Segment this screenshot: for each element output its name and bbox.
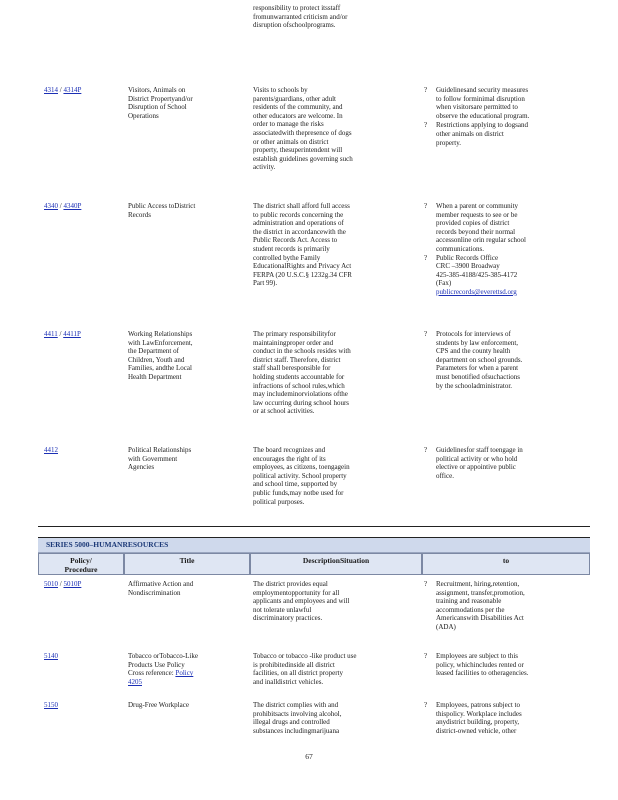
situation-cell-5140 bbox=[424, 652, 584, 678]
description-cell-5150: The district complies with and prohibitsacts involving alcohol, illegal drugs and controlled substances includingmarijuana bbox=[253, 701, 342, 735]
series-header-bar bbox=[38, 537, 590, 553]
policy-cell-5150 bbox=[44, 701, 124, 710]
title-cell-5150: Drug-Free Workplace bbox=[128, 701, 189, 709]
description-cell-5140: Tobacco or tobacco -like product use is prohibitedinside all district facilities, on all district property and inalldistrict vehicles. bbox=[253, 652, 357, 686]
policy-cell-4412 bbox=[44, 446, 124, 455]
list-item: ? Guidelinesand security measures to follow forminimal disruption when visitorsare permitted to observe the educational program. bbox=[424, 86, 584, 120]
policy-link-5140[interactable]: 5140 bbox=[44, 652, 58, 660]
procedure-link-4411P[interactable]: 4411P bbox=[63, 330, 81, 338]
policy-4205-link[interactable]: Policy 4205 bbox=[128, 669, 194, 686]
situation-cell-4314 bbox=[424, 86, 584, 147]
title-cell-4412: Political Relationships with Government Agencies bbox=[128, 446, 192, 472]
list-item: ? Guidelinesfor staff toengage in political activity or who hold elective or appointive public office. bbox=[424, 446, 584, 480]
public-records-email-link[interactable]: publicrecords@everettsd.org bbox=[436, 287, 517, 296]
title-cell-4411: Working Relationships with LawEnforcement, the Department of Children, Youth and Families, andthe Local Health Department bbox=[128, 330, 193, 381]
description-cell-4340: The district shall afford full access to public records concerning the administration and operations of the district in accordancewith the Public Records Act. Access to student records is primarily controlled bythe Family EducationalRights and Privacy Act FERPA (20 U.S.C.§ 1232g.34 CFR Part 99). bbox=[253, 202, 352, 288]
description-cell-4411: The primary responsibilityfor maintainingproper order and conduct in the schools resides with district staff. Therefore, district staff shall beresponsible for holding students accountable for infractions of school rules,which may includeminorviolations ofthe law occurring during school hours or at school activities. bbox=[253, 330, 351, 416]
policy-link-4411[interactable]: 4411 bbox=[44, 330, 58, 338]
list-item: ? Recruitment, hiring,retention, assignment, transfer,promotion, training and reasonable accommodations per the Americanswith Disabilities Act (ADA) bbox=[424, 580, 584, 632]
list-item: ? Employees, patrons subject to thispolicy. Workplace includes anydistrict building, property, district-owned vehicle, other bbox=[424, 701, 584, 735]
policy-cell-4411: 4411 / 4411P bbox=[44, 330, 81, 338]
previous-row-description-fragment: responsibility to protect itsstaff fromunwarranted criticism and/or disruption ofschoolprograms. bbox=[253, 4, 348, 30]
situation-cell-5010 bbox=[424, 580, 584, 632]
list-item: ? Employees are subject to this policy, whichincludes rented or leased facilities to otheragencies. bbox=[424, 652, 584, 678]
policy-link-5150[interactable]: 5150 bbox=[44, 701, 58, 709]
policy-link-4340[interactable]: 4340 bbox=[44, 202, 58, 210]
policy-cell-5010: 5010 / 5010P bbox=[44, 580, 82, 588]
situation-cell-5150 bbox=[424, 701, 584, 735]
description-cell-4314: Visits to schools by parents/guardians, other adult residents of the community, and other educators are welcome. In order to manage the risks associatedwith thepresence of dogs or other animals on district property, thesuperintendent will establish guidelines governing such activity. bbox=[253, 86, 353, 172]
list-item: ? Public Records Office CRC –3900 Broadway 425-385-4188/425-385-4172 (Fax) bbox=[424, 254, 584, 288]
procedure-link-5010P[interactable]: 5010P bbox=[63, 580, 82, 588]
title-cell-5010: Affirmative Action and Nondiscrimination bbox=[128, 580, 194, 597]
column-header-description: DescriptionSituation bbox=[250, 553, 422, 575]
description-cell-4412: The board recognizes and encourages the right of its employees, as citizens, toengagein political activity. School property and school time, supported by public funds,may notbe used for political purposes. bbox=[253, 446, 350, 506]
policy-cell-4314: 4314 / 4314P bbox=[44, 86, 82, 94]
list-item: ? Restrictions applying to dogsand other animals on district property. bbox=[424, 121, 584, 147]
situation-cell-4412 bbox=[424, 446, 584, 480]
column-header-title: Title bbox=[124, 553, 250, 575]
series-title: SERIES 5000–HUMANRESOURCES bbox=[46, 540, 169, 549]
column-header-situation: to bbox=[422, 553, 590, 575]
list-item: ? When a parent or community member requests to see or be provided copies of district records beyond their normal accessonline orin regular school communications. bbox=[424, 202, 584, 254]
situation-cell-4340 bbox=[424, 202, 584, 297]
page-number: 67 bbox=[305, 752, 313, 761]
title-cell-4340: Public Access toDistrict Records bbox=[128, 202, 196, 219]
policy-link-4314[interactable]: 4314 bbox=[44, 86, 58, 94]
description-cell-5010: The district provides equal employmentopportunity for all applicants and employees and will not tolerate unlawful discriminatory practices. bbox=[253, 580, 350, 623]
situation-cell-4411 bbox=[424, 330, 584, 390]
title-text-5140: Tobacco orTobacco-Like Products Use Policy Cross reference: bbox=[128, 652, 198, 678]
policy-link-5010[interactable]: 5010 bbox=[44, 580, 58, 588]
title-cell-4314: Visitors, Animals on District Propertyand/or Disruption of School Operations bbox=[128, 86, 193, 120]
column-header-policy: Policy/ Procedure bbox=[38, 553, 124, 575]
procedure-link-4314P[interactable]: 4314P bbox=[63, 86, 82, 94]
section-divider bbox=[38, 526, 590, 527]
procedure-link-4340P[interactable]: 4340P bbox=[63, 202, 82, 210]
policy-link-4412[interactable]: 4412 bbox=[44, 446, 58, 454]
list-item: ? Protocols for interviews of students by law enforcement, CPS and the county health department on school grounds. Parameters for when a parent must benotified ofsuchactions by the schooladministrator. bbox=[424, 330, 584, 390]
policy-cell-5140 bbox=[44, 652, 124, 661]
policy-cell-4340: 4340 / 4340P bbox=[44, 202, 82, 210]
title-cell-5140 bbox=[128, 652, 246, 686]
